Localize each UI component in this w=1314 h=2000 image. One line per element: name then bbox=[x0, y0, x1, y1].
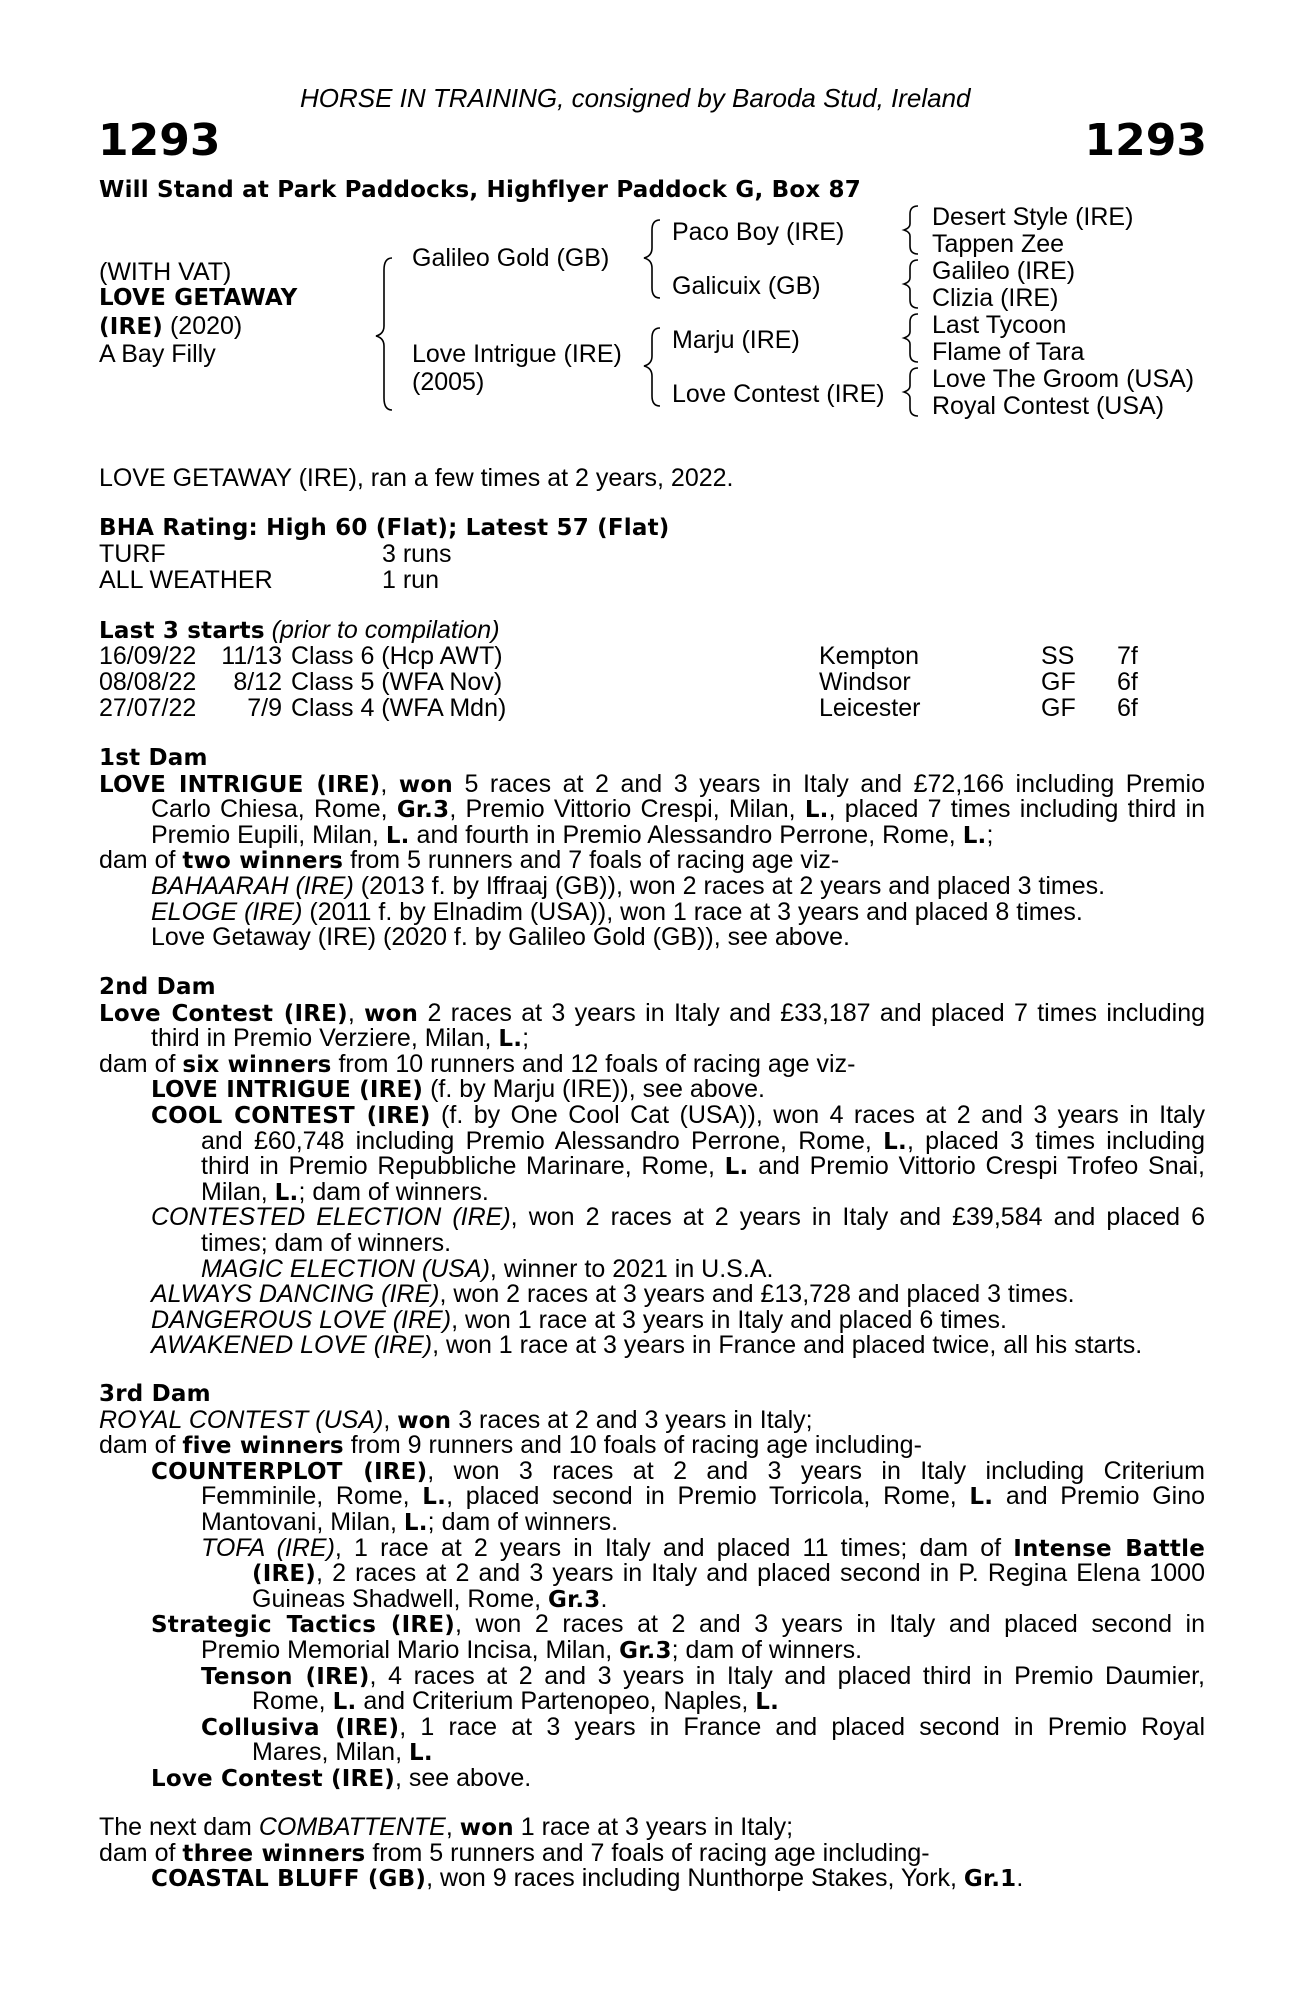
dam-line: dam of three winners from 5 runners and 7 foals of racing age including- bbox=[99, 1838, 930, 1867]
pedigree-g1: Desert Style (IRE) bbox=[932, 203, 1134, 231]
start-going: GF bbox=[1041, 668, 1076, 696]
list-item: ELOGE (IRE) (2011 f. by Elnadim (USA)), won 1 race at 3 years and placed 8 times. bbox=[151, 897, 1083, 926]
vat-note: (WITH VAT) bbox=[99, 258, 232, 286]
dam-line: dam of five winners from 9 runners and 10 foals of racing age including- bbox=[99, 1431, 922, 1460]
dam-line: Premio Eupili, Milan, L. and fourth in Premio Alessandro Perrone, Rome, L.; bbox=[151, 820, 994, 849]
list-item: BAHAARAH (IRE) (2013 f. by Iffraaj (GB)), won 2 races at 2 years and placed 3 times. bbox=[151, 871, 1106, 900]
next-dam-section bbox=[99, 1815, 1205, 1892]
dam-line: dam of two winners from 5 runners and 7 foals of racing age viz- bbox=[99, 846, 840, 875]
pedigree-dam-year: (2005) bbox=[412, 368, 485, 396]
pedigree-g8: Royal Contest (USA) bbox=[932, 392, 1165, 420]
section-heading: 1st Dam bbox=[99, 745, 208, 771]
list-item: MAGIC ELECTION (USA), winner to 2021 in U.S.A. bbox=[201, 1254, 774, 1283]
bha-rating: BHA Rating: High 60 (Flat); Latest 57 (Flat) bbox=[99, 515, 670, 541]
rating-surface-turf: TURF bbox=[99, 540, 166, 568]
start-distance: 6f bbox=[1117, 694, 1138, 722]
horse-description: A Bay Filly bbox=[99, 340, 216, 368]
stand-location: Will Stand at Park Paddocks, Highflyer Paddock G, Box 87 bbox=[99, 177, 861, 203]
list-item: and £60,748 including Premio Alessandro Perrone, Rome, L., placed 3 times including bbox=[201, 1126, 1205, 1155]
dam-line: LOVE INTRIGUE (IRE), won 5 races at 2 and 3 years in Italy and £72,166 including Premio bbox=[99, 769, 1205, 798]
list-item: CONTESTED ELECTION (IRE), won 2 races at 2 years in Italy and £39,584 and placed 6 bbox=[151, 1203, 1205, 1232]
rating-runs-turf: 3 runs bbox=[382, 540, 452, 568]
start-class: Class 6 (Hcp AWT) bbox=[291, 642, 503, 670]
page-header: HORSE IN TRAINING, consigned by Baroda Stud, Ireland bbox=[300, 83, 971, 113]
list-item: Collusiva (IRE), 1 race at 3 years in France and placed second in Premio Royal bbox=[201, 1712, 1205, 1741]
list-item: Premio Memorial Mario Incisa, Milan, Gr.3; dam of winners. bbox=[201, 1635, 863, 1664]
second-dam-section bbox=[99, 975, 1205, 1359]
horse-suffix-year: (IRE) (2020) bbox=[99, 312, 243, 340]
list-item: Tenson (IRE), 4 races at 2 and 3 years in Italy and placed third in Premio Daumier, bbox=[201, 1661, 1205, 1690]
race-summary: LOVE GETAWAY (IRE), ran a few times at 2 years, 2022. bbox=[99, 464, 734, 492]
pedigree-g7: Love The Groom (USA) bbox=[932, 365, 1195, 393]
pedigree-dam-sire: Marju (IRE) bbox=[672, 326, 800, 354]
dam-line: The next dam COMBATTENTE, won 1 race at 3 years in Italy; bbox=[99, 1813, 794, 1841]
list-item: LOVE INTRIGUE (IRE) (f. by Marju (IRE)), see above. bbox=[151, 1075, 765, 1104]
rating-runs-aw: 1 run bbox=[382, 566, 439, 594]
list-item: COOL CONTEST (IRE) (f. by One Cool Cat (USA)), won 4 races at 2 and 3 years in Italy bbox=[151, 1100, 1206, 1129]
start-date: 08/08/22 bbox=[99, 668, 197, 696]
start-distance: 7f bbox=[1117, 642, 1138, 670]
rating-surface-aw: ALL WEATHER bbox=[99, 566, 273, 594]
start-class: Class 4 (WFA Mdn) bbox=[291, 694, 507, 722]
list-item: Rome, L. and Criterium Partenopeo, Naples, L. bbox=[252, 1687, 780, 1716]
dam-line: dam of six winners from 10 runners and 12 foals of racing age viz- bbox=[99, 1049, 856, 1078]
start-going: SS bbox=[1041, 642, 1075, 670]
list-item: DANGEROUS LOVE (IRE), won 1 race at 3 years in Italy and placed 6 times. bbox=[151, 1305, 1007, 1334]
dam-line: ROYAL CONTEST (USA), won 3 races at 2 and 3 years in Italy; bbox=[99, 1405, 813, 1434]
start-distance: 6f bbox=[1117, 668, 1138, 696]
list-item: ALWAYS DANCING (IRE), won 2 races at 3 years and £13,728 and placed 3 times. bbox=[151, 1280, 1075, 1309]
pedigree-sire-dam: Galicuix (GB) bbox=[672, 272, 821, 300]
list-item: times; dam of winners. bbox=[201, 1228, 452, 1257]
list-item: Strategic Tactics (IRE), won 2 races at 2 and 3 years in Italy and placed second in bbox=[151, 1610, 1205, 1639]
pedigree-sire-sire: Paco Boy (IRE) bbox=[672, 218, 845, 246]
start-date: 16/09/22 bbox=[99, 642, 197, 670]
list-item: Love Contest (IRE), see above. bbox=[151, 1763, 532, 1792]
last-starts-title: Last 3 starts (prior to compilation) bbox=[99, 616, 500, 644]
list-item: Guineas Shadwell, Rome, Gr.3. bbox=[252, 1584, 608, 1613]
list-item: COASTAL BLUFF (GB), won 9 races including Nunthorpe Stakes, York, Gr.1. bbox=[151, 1864, 1024, 1893]
section-heading: 2nd Dam bbox=[99, 974, 216, 1000]
dam-line: third in Premio Verziere, Milan, L.; bbox=[151, 1024, 530, 1053]
start-date: 27/07/22 bbox=[99, 694, 197, 722]
list-item: AWAKENED LOVE (IRE), won 1 race at 3 years in France and placed twice, all his starts. bbox=[151, 1331, 1143, 1360]
first-dam-section bbox=[99, 746, 1205, 951]
list-item: Mantovani, Milan, L.; dam of winners. bbox=[201, 1507, 619, 1536]
lot-number-right: 1293 bbox=[1084, 115, 1207, 166]
start-position: 11/13 bbox=[221, 642, 282, 670]
start-class: Class 5 (WFA Nov) bbox=[291, 668, 503, 696]
start-course: Windsor bbox=[819, 668, 911, 696]
start-going: GF bbox=[1041, 694, 1076, 722]
list-item: (IRE), 2 races at 2 and 3 years in Italy and placed second in P. Regina Elena 1000 bbox=[252, 1559, 1205, 1588]
start-course: Leicester bbox=[819, 694, 921, 722]
list-item: TOFA (IRE), 1 race at 2 years in Italy and placed 11 times; dam of Intense Battle bbox=[201, 1533, 1205, 1562]
pedigree-dam-dam: Love Contest (IRE) bbox=[672, 380, 885, 408]
list-item: Milan, L.; dam of winners. bbox=[201, 1177, 489, 1206]
pedigree-g2: Tappen Zee bbox=[932, 230, 1065, 258]
start-position: 7/9 bbox=[247, 694, 282, 722]
dam-line: Carlo Chiesa, Rome, Gr.3, Premio Vittorio Crespi, Milan, L., placed 7 times including third in bbox=[151, 795, 1205, 824]
pedigree-g4: Clizia (IRE) bbox=[932, 284, 1059, 312]
lot-number-left: 1293 bbox=[98, 115, 221, 166]
pedigree-sire: Galileo Gold (GB) bbox=[412, 244, 610, 272]
pedigree-dam: Love Intrigue (IRE) bbox=[412, 340, 622, 368]
list-item: Mares, Milan, L. bbox=[252, 1738, 433, 1767]
start-position: 8/12 bbox=[233, 668, 282, 696]
list-item: Love Getaway (IRE) (2020 f. by Galileo Gold (GB)), see above. bbox=[151, 923, 850, 952]
pedigree-g3: Galileo (IRE) bbox=[932, 257, 1076, 285]
list-item: Femminile, Rome, L., placed second in Premio Torricola, Rome, L. and Premio Gino bbox=[201, 1482, 1205, 1511]
pedigree-g6: Flame of Tara bbox=[932, 338, 1085, 366]
horse-name: LOVE GETAWAY bbox=[99, 285, 298, 311]
list-item: COUNTERPLOT (IRE), won 3 races at 2 and 3 years in Italy including Criterium bbox=[151, 1456, 1206, 1485]
start-course: Kempton bbox=[819, 642, 920, 670]
section-heading: 3rd Dam bbox=[99, 1381, 211, 1407]
dam-line: Love Contest (IRE), won 2 races at 3 years in Italy and £33,187 and placed 7 times including bbox=[99, 998, 1205, 1027]
list-item: third in Premio Repubbliche Marinare, Rome, L. and Premio Vittorio Crespi Trofeo Snai, bbox=[201, 1152, 1205, 1181]
pedigree-g5: Last Tycoon bbox=[932, 311, 1067, 339]
third-dam-section bbox=[99, 1382, 1205, 1792]
